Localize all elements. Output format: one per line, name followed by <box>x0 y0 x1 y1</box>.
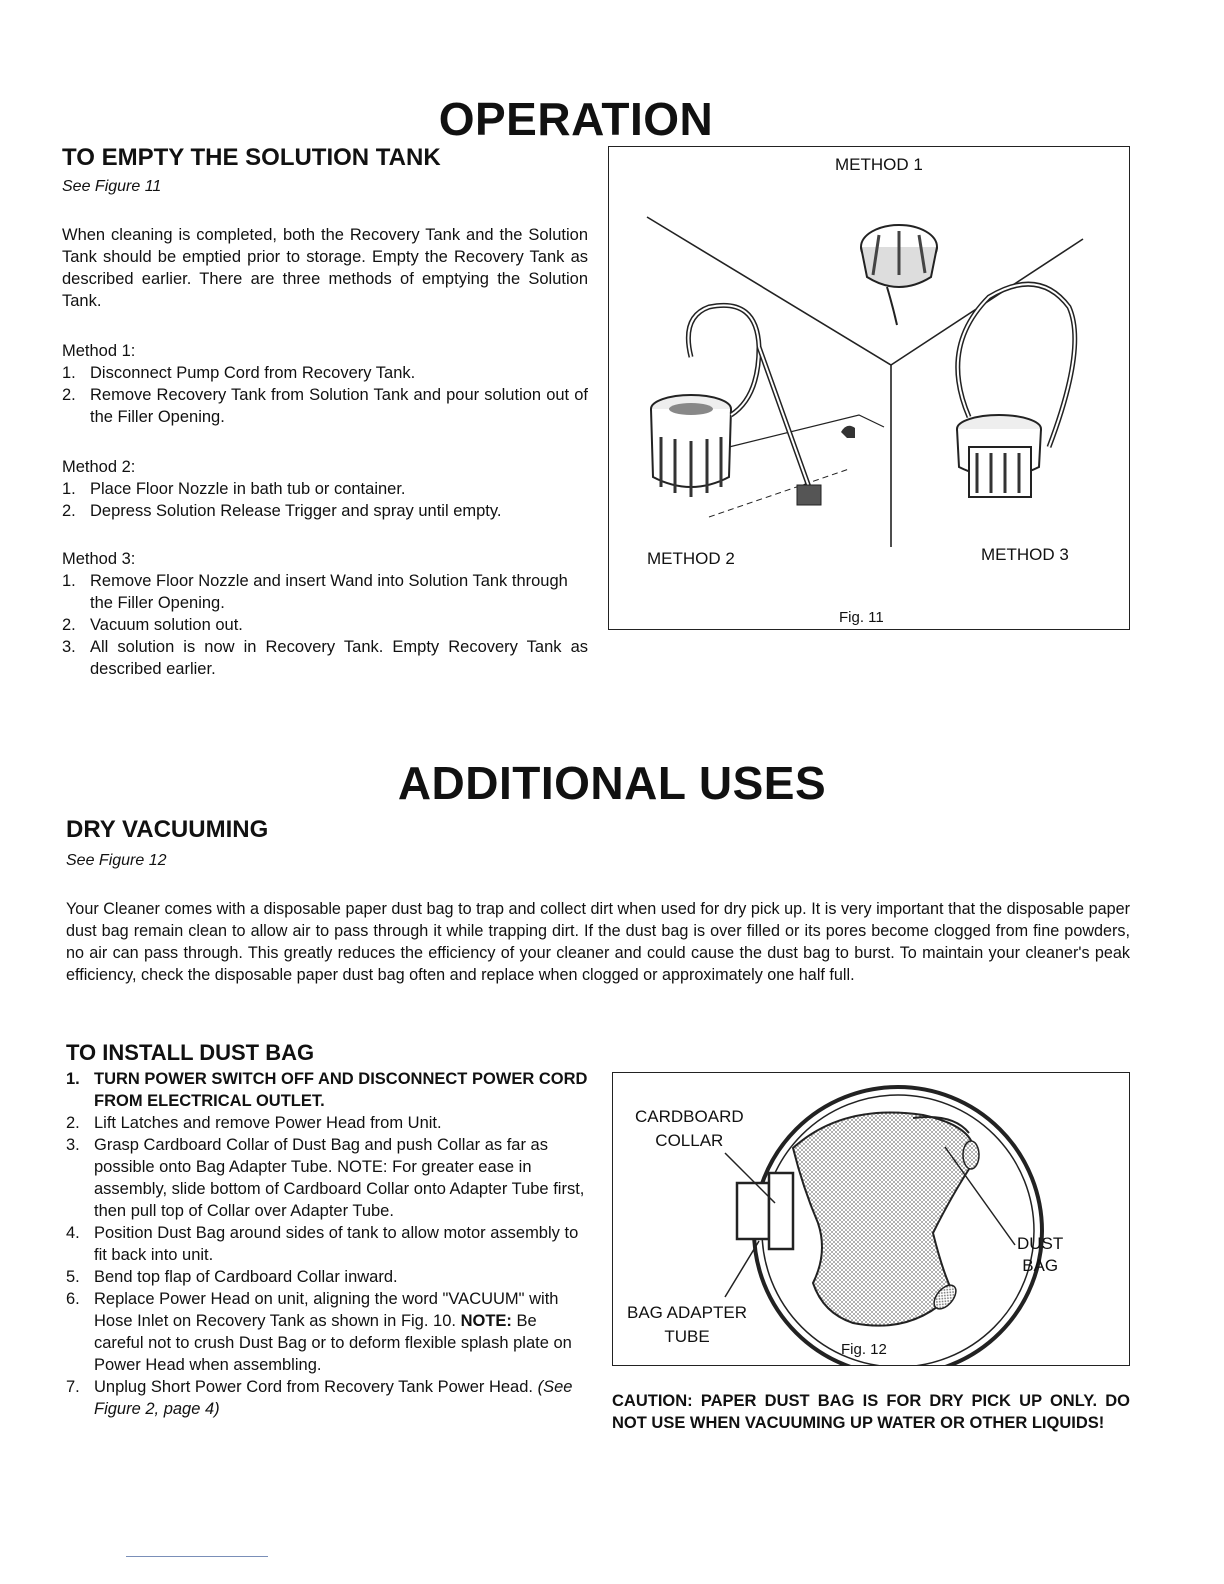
install-step: 7. Unplug Short Power Cord from Recovery Tank Power Head. (See Figure 2, page 4) <box>66 1378 573 1418</box>
dust-bag-label <box>1017 1233 1063 1277</box>
install-step: 1. TURN POWER SWITCH OFF AND DISCONNECT POWER CORD FROM ELECTRICAL OUTLET. <box>66 1070 588 1110</box>
additional-uses-title-text: ADDITIONAL USES <box>397 757 827 809</box>
bag-text: BAG <box>1022 1256 1059 1275</box>
step-6-note-text: Be careful not to crush Dust Bag or to deform flexible splash plate on Power Head when assembling. <box>94 1312 572 1374</box>
additional-uses-title <box>0 756 1224 810</box>
method-2-step: 1. Place Floor Nozzle in bath tub or container. <box>62 480 406 498</box>
bag-adapter-tube-label <box>627 1301 747 1349</box>
figure-11 <box>608 146 1130 630</box>
solution-tank-heading: TO EMPTY THE SOLUTION TANK <box>62 144 441 171</box>
method-2-step: 2. Depress Solution Release Trigger and spray until empty. <box>62 502 502 520</box>
figure-12 <box>612 1072 1130 1366</box>
install-dust-bag-heading: TO INSTALL DUST BAG <box>66 1040 315 1065</box>
figure-12-caption: Fig. 12 <box>841 1341 887 1358</box>
method-1-label: METHOD 1 <box>835 155 923 174</box>
see-figure-12: See Figure 12 <box>66 852 167 869</box>
install-steps <box>66 1068 590 1420</box>
method-2-block <box>62 456 588 522</box>
install-step: 4. Position Dust Bag around sides of tank to allow motor assembly to fit back into unit. <box>66 1224 579 1264</box>
cardboard-collar-shape <box>769 1173 793 1249</box>
method-1-block <box>62 340 588 428</box>
figure-11-caption: Fig. 11 <box>839 609 884 626</box>
method-1-tank-drawing <box>861 225 937 325</box>
operation-title-text: OPERATION <box>438 93 714 145</box>
install-step: 5. Bend top flap of Cardboard Collar inward. <box>66 1268 398 1286</box>
dry-vacuuming-heading: DRY VACUUMING <box>66 816 269 843</box>
method-2-label: METHOD 2 <box>647 549 735 568</box>
method-1-heading: Method 1: <box>62 342 136 360</box>
cardboard-text: CARDBOARD <box>635 1107 744 1126</box>
method-1-step: 1. Disconnect Pump Cord from Recovery Tank. <box>62 364 416 382</box>
method-3-block <box>62 548 588 680</box>
method-3-label: METHOD 3 <box>981 545 1069 564</box>
method-1-step: 2. Remove Recovery Tank from Solution Tank and pour solution out of the Filler Opening. <box>62 386 588 426</box>
method-3-step: 1. Remove Floor Nozzle and insert Wand into Solution Tank through the Filler Opening. <box>62 572 568 612</box>
tube-text: TUBE <box>664 1327 710 1346</box>
collar-text: COLLAR <box>655 1131 724 1150</box>
install-step: 6. Replace Power Head on unit, aligning the word "VACUUM" with Hose Inlet on Recovery Tank as shown in Fig. 10. NOTE: Be careful not to crush Dust Bag or to deform flexible splash plate on Power Head when assembling. <box>66 1290 572 1374</box>
dust-text: DUST <box>1017 1234 1064 1253</box>
method-3-heading: Method 3: <box>62 550 136 568</box>
see-figure-11: See Figure 11 <box>62 178 162 195</box>
operation-title <box>0 92 1224 146</box>
cardboard-collar-label <box>635 1105 744 1153</box>
method-2-vacuum-drawing <box>651 305 821 505</box>
install-step: 3. Grasp Cardboard Collar of Dust Bag and push Collar as far as possible onto Bag Adapter Tube. NOTE: For greater ease in assembly, slide bottom of Cardboard Collar onto Adapter Tube first, then pull top of Collar over Adapter Tube. <box>66 1136 585 1220</box>
dry-vacuuming-paragraph: Your Cleaner comes with a disposable paper dust bag to trap and collect dirt when used for dry pick up. It is very important that the disposable paper dust bag remain clean to allow air to pass through it while trapping dirt. If the dust bag is over filled or its pores become clogged from fine powders, no air can pass through. This greatly reduces the efficiency of your cleaner and could cause the dust bag to burst. To maintain your cleaner's peak efficiency, check the disposable paper dust bag often and replace when clogged or approximately one half full. <box>66 900 1130 984</box>
method-3-vacuum-drawing <box>957 284 1075 497</box>
caution-note: CAUTION: PAPER DUST BAG IS FOR DRY PICK UP ONLY. DO NOT USE WHEN VACUUMING UP WATER OR OTHER LIQUIDS! <box>612 1392 1130 1432</box>
method-3-step: 2. Vacuum solution out. <box>62 616 243 634</box>
method-3-step: 3. All solution is now in Recovery Tank. Empty Recovery Tank as described earlier. <box>62 638 588 678</box>
operation-intro: When cleaning is completed, both the Recovery Tank and the Solution Tank should be emptied prior to storage. Empty the Recovery Tank as described earlier. There are three methods of emptying the Solution Tank. <box>62 226 588 310</box>
bottom-divider <box>126 1556 268 1557</box>
step-6-note-label: NOTE: <box>460 1312 512 1330</box>
step-7-ref: (See Figure 2, page 4) <box>94 1378 573 1418</box>
install-step: 2. Lift Latches and remove Power Head from Unit. <box>66 1114 442 1132</box>
method-2-heading: Method 2: <box>62 458 136 476</box>
bag-adapter-text: BAG ADAPTER <box>627 1303 747 1322</box>
